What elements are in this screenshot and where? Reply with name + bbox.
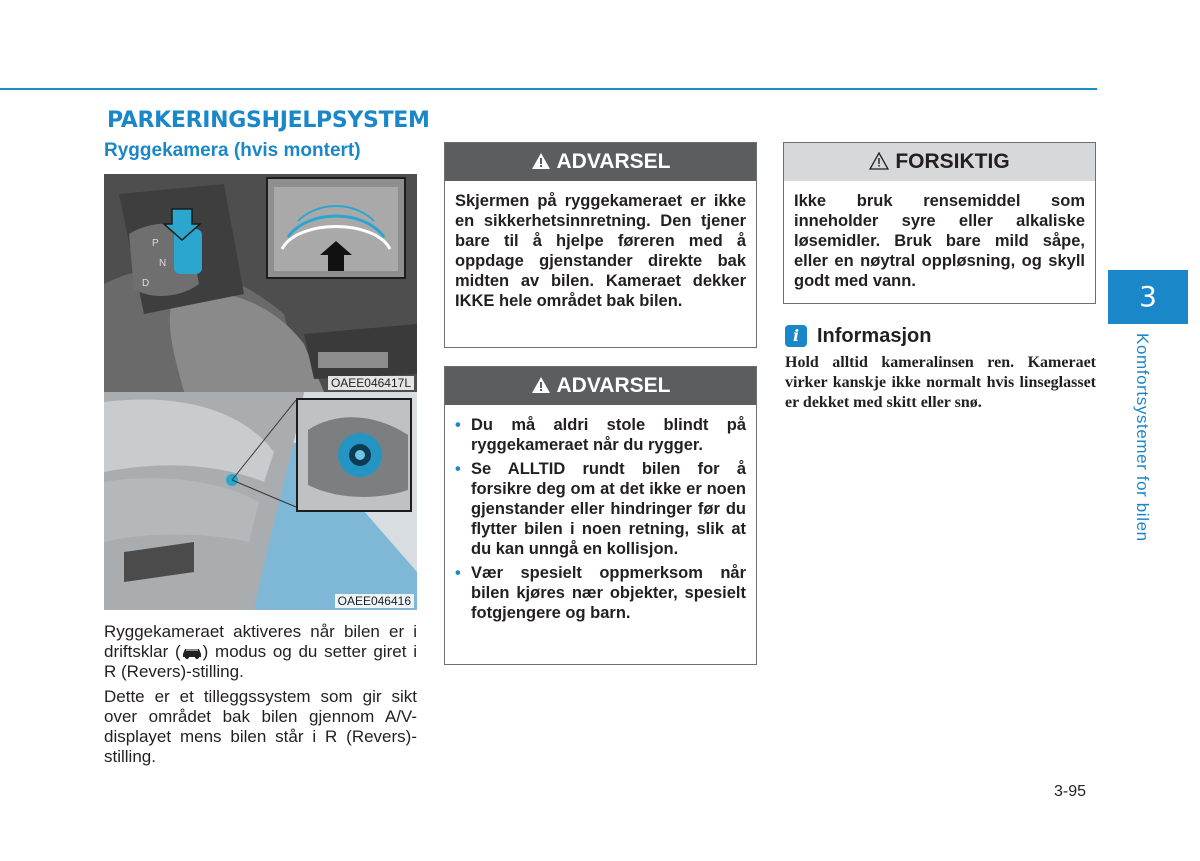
chapter-label-text: Komfortsystemer for bilen — [1133, 333, 1152, 542]
body-paragraph: Dette er et tilleggssystem som gir sikt over området bak bilen gjennom A/V-displayet mens bilen står i R (Revers)-stilling. — [104, 687, 417, 766]
caution-text: Ikke bruk rensemiddel som inneholder syre eller alkaliske løsemidler. Bruk bare mild såpe, eller en nøytral oppløsning, og skyll godt med vann. — [794, 192, 1085, 290]
chapter-tab: 3 — [1108, 270, 1188, 324]
warning-box — [444, 142, 757, 348]
warning-list — [455, 415, 746, 623]
list-item-text: Se ALLTID rundt bilen for å forsikre deg om at det ikke er noen gjenstander eller hindringer før du flytter bilen i noen retning, slik at du kan unngå en kollisjon. — [471, 460, 746, 558]
camera-display-inset — [266, 177, 406, 279]
warning-header — [445, 143, 756, 181]
svg-text:N: N — [159, 258, 167, 269]
warning-triangle-icon — [531, 152, 551, 170]
svg-text:D: D — [142, 278, 150, 289]
info-title: Informasjon — [817, 325, 932, 347]
list-item-text: Du må aldri stole blindt på ryggekameraet når du rygger. — [471, 416, 746, 454]
info-icon: i — [785, 325, 807, 347]
list-item — [455, 415, 746, 455]
figure-gear-selector — [104, 174, 417, 392]
bullet-icon: • — [455, 460, 461, 478]
bullet-icon: • — [455, 564, 461, 582]
bullet-icon: • — [455, 416, 461, 434]
figure-rear-camera — [104, 392, 417, 610]
caution-box — [783, 142, 1096, 304]
camera-closeup — [298, 400, 410, 510]
warning-list-container — [445, 405, 756, 635]
chapter-label — [1126, 333, 1154, 543]
caution-triangle-icon — [869, 152, 889, 170]
figure-code: OAEE046416 — [335, 594, 414, 608]
camera-display-view — [268, 179, 404, 277]
paragraph-text: ) modus og du setter giret i R (Revers)-stilling. — [104, 642, 417, 681]
warning-title: ADVARSEL — [556, 150, 671, 173]
warning-box — [444, 366, 757, 665]
section-title: PARKERINGSHJELPSYSTEM — [107, 108, 430, 133]
list-item — [455, 563, 746, 623]
paragraph-text: Ryggekameraet aktiveres når bilen er i driftsklar ( — [104, 622, 417, 661]
page-number: 3-95 — [1054, 783, 1087, 800]
top-rule — [0, 88, 1097, 90]
svg-text:P: P — [152, 238, 159, 249]
figure-code: OAEE046417L — [328, 376, 414, 390]
subsection-title: Ryggekamera (hvis montert) — [104, 140, 361, 161]
warning-triangle-icon — [531, 376, 551, 394]
warning-title: ADVARSEL — [556, 374, 671, 397]
caution-header — [784, 143, 1095, 181]
camera-closeup-inset — [296, 398, 412, 512]
list-item — [455, 459, 746, 559]
warning-text: Skjermen på ryggekameraet er ikke en sikkerhetsinnretning. Den tjener bare til å hjelpe føreren med å oppdage gjenstander direkte bak midten av bilen. Kameraet dekker IKKE hele området bak bilen. — [455, 192, 746, 310]
body-paragraph — [104, 622, 417, 682]
car-ready-icon — [181, 645, 203, 659]
caution-title: FORSIKTIG — [895, 150, 1010, 173]
list-item-text: Vær spesielt oppmerksom når bilen kjøres nær objekter, spesielt fotgjengere og barn. — [471, 564, 746, 622]
info-text: Hold alltid kameralinsen ren. Kameraet virker kanskje ikke normalt hvis linseglasset er dekket med skitt eller snø. — [785, 354, 1096, 411]
warning-header — [445, 367, 756, 405]
